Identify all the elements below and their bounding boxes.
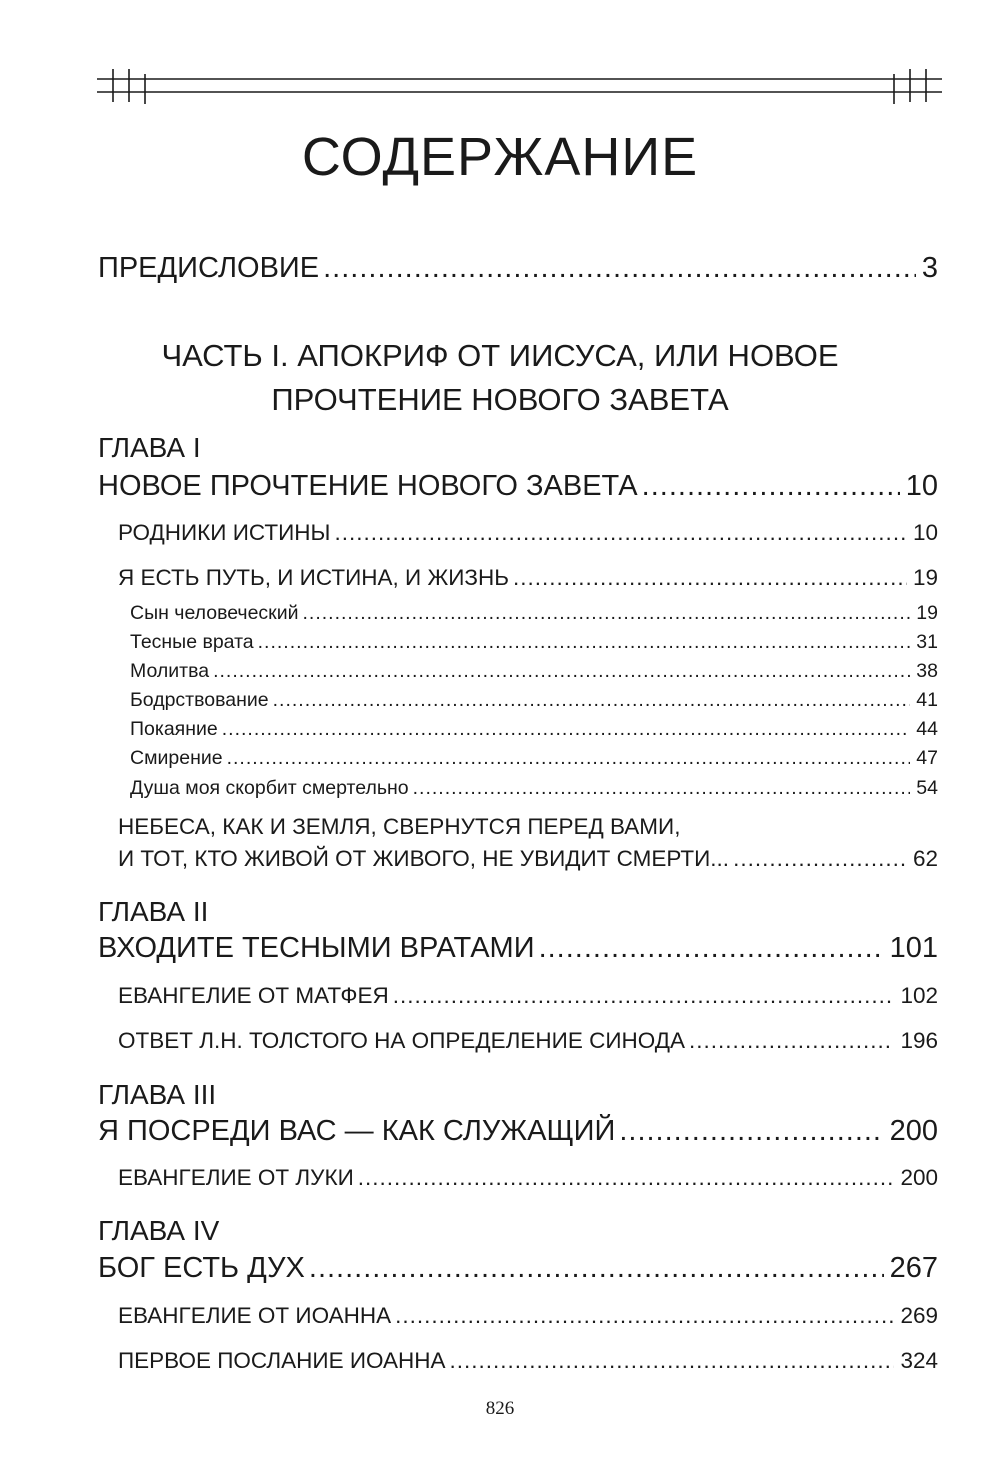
dot-leader xyxy=(273,689,911,712)
dot-leader xyxy=(258,631,911,654)
dot-leader xyxy=(334,520,907,546)
dot-leader xyxy=(413,777,911,800)
page-number: 826 xyxy=(485,1398,515,1419)
dot-leader xyxy=(303,602,911,625)
dot-leader xyxy=(393,983,895,1009)
toc-entry-page: 3 xyxy=(921,252,938,284)
toc-entry-page: 102 xyxy=(900,983,938,1008)
toc-entry-page: 324 xyxy=(900,1348,938,1373)
dot-leader xyxy=(642,470,900,503)
toc-entry-page: 31 xyxy=(916,631,938,653)
toc-entry-page: 54 xyxy=(916,777,938,799)
toc-entry-subsection[interactable] xyxy=(130,718,938,741)
toc-entry-page: 196 xyxy=(900,1028,938,1053)
toc-entry-page: 101 xyxy=(889,932,938,964)
dot-leader xyxy=(395,1303,894,1329)
toc-entry-page: 62 xyxy=(912,846,938,871)
toc-entry-subsection[interactable] xyxy=(130,777,938,800)
toc-entry-label: Смирение xyxy=(130,747,223,769)
dot-leader xyxy=(513,565,907,591)
toc-entry-page: 44 xyxy=(916,718,938,740)
page-title: СОДЕРЖАНИЕ xyxy=(301,127,699,187)
toc-entry-label: Покаяние xyxy=(130,718,218,740)
toc-entry-subsection[interactable] xyxy=(130,602,938,625)
toc-entry-page: 10 xyxy=(912,520,938,545)
toc-entry-label: БОГ ЕСТЬ ДУХ xyxy=(98,1252,305,1284)
toc-entry-label: ПЕРВОЕ ПОСЛАНИЕ ИОАННА xyxy=(118,1348,446,1373)
dot-leader xyxy=(227,747,911,770)
toc-entry-page: 38 xyxy=(916,660,938,682)
toc-entry-page: 47 xyxy=(916,747,938,769)
dot-leader xyxy=(213,660,910,683)
part-title-line-2: ПРОЧТЕНИЕ НОВОГО ЗАВЕТА xyxy=(271,382,729,417)
toc-entry-label: Я ПОСРЕДИ ВАС — КАК СЛУЖАЩИЙ xyxy=(98,1115,616,1147)
toc-entry-label: Тесные врата xyxy=(130,631,254,653)
dot-leader xyxy=(222,718,911,741)
toc-entry-chapter-2[interactable] xyxy=(98,932,938,965)
dot-leader xyxy=(450,1348,895,1374)
toc-entry-page: 19 xyxy=(916,602,938,624)
toc-entry-chapter-4[interactable] xyxy=(98,1252,938,1285)
toc-entry-section[interactable] xyxy=(118,1348,938,1374)
toc-entry-label: НОВОЕ ПРОЧТЕНИЕ НОВОГО ЗАВЕТА xyxy=(98,470,638,502)
toc-entry-section[interactable] xyxy=(118,983,938,1009)
toc-entry-subsection[interactable] xyxy=(130,660,938,683)
toc-entry-section[interactable] xyxy=(118,1028,938,1054)
toc-entry-section[interactable] xyxy=(118,1303,938,1329)
toc-entry-label: И ТОТ, КТО ЖИВОЙ ОТ ЖИВОГО, НЕ УВИДИТ СМЕРТИ... xyxy=(118,846,730,871)
toc-entry-label: Я ЕСТЬ ПУТЬ, И ИСТИНА, И ЖИЗНЬ xyxy=(118,565,509,590)
part-title xyxy=(80,334,920,422)
toc-entry-label: ВХОДИТЕ ТЕСНЫМИ ВРАТАМИ xyxy=(98,932,535,964)
toc-entry-label: Молитва xyxy=(130,660,210,682)
toc-entry-page: 41 xyxy=(916,689,938,711)
dot-leader xyxy=(358,1165,895,1191)
toc-entry-page: 19 xyxy=(912,565,938,590)
toc-entry-chapter-3[interactable] xyxy=(98,1115,938,1148)
toc-entry-page: 10 xyxy=(905,470,938,502)
toc-entry-page: 269 xyxy=(900,1303,938,1328)
toc-entry-label: ЕВАНГЕЛИЕ ОТ ИОАННА xyxy=(118,1303,392,1328)
toc-entry-label: ЕВАНГЕЛИЕ ОТ МАТФЕЯ xyxy=(118,983,389,1008)
toc-entry-page: 200 xyxy=(889,1115,938,1147)
toc-entry-label: Бодрствование xyxy=(130,689,269,711)
header-ornament xyxy=(97,66,942,106)
toc-entry-subsection[interactable] xyxy=(130,747,938,770)
toc-entry-section[interactable] xyxy=(118,1165,938,1191)
dot-leader xyxy=(689,1028,894,1054)
toc-entry-page: 200 xyxy=(900,1165,938,1190)
chapter-label-2: ГЛАВА II xyxy=(98,896,209,927)
toc-entry-subsection[interactable] xyxy=(130,689,938,712)
toc-entry-label: ЕВАНГЕЛИЕ ОТ ЛУКИ xyxy=(118,1165,354,1190)
toc-entry-label: ОТВЕТ Л.Н. ТОЛСТОГО НА ОПРЕДЕЛЕНИЕ СИНОДА xyxy=(118,1028,685,1053)
toc-entry-chapter-1[interactable] xyxy=(98,470,938,503)
toc-entry-section[interactable] xyxy=(118,846,938,872)
toc-entry-label: Сын человеческий xyxy=(130,602,299,624)
part-title-line-1: ЧАСТЬ I. АПОКРИФ ОТ ИИСУСА, ИЛИ НОВОЕ xyxy=(161,338,839,373)
toc-entry-label: Душа моя скорбит смертельно xyxy=(130,777,409,799)
toc-entry-label-line-1: НЕБЕСА, КАК И ЗЕМЛЯ, СВЕРНУТСЯ ПЕРЕД ВАМИ, xyxy=(118,814,681,839)
toc-entry-subsection[interactable] xyxy=(130,631,938,654)
toc-entry-label: РОДНИКИ ИСТИНЫ xyxy=(118,520,331,545)
toc-entry-section[interactable] xyxy=(118,565,938,591)
dot-leader xyxy=(539,932,884,965)
chapter-label-4: ГЛАВА IV xyxy=(98,1215,220,1246)
toc-entry-preface[interactable] xyxy=(98,252,938,285)
dot-leader xyxy=(619,1115,883,1148)
dot-leader xyxy=(323,252,916,285)
dot-leader xyxy=(309,1252,884,1285)
chapter-label-1: ГЛАВА I xyxy=(98,432,201,463)
toc-entry-section[interactable] xyxy=(118,520,938,546)
toc-entry-label: ПРЕДИСЛОВИЕ xyxy=(98,252,320,284)
toc-entry-page: 267 xyxy=(889,1252,938,1284)
chapter-label-3: ГЛАВА III xyxy=(98,1079,217,1110)
dot-leader xyxy=(733,846,907,872)
